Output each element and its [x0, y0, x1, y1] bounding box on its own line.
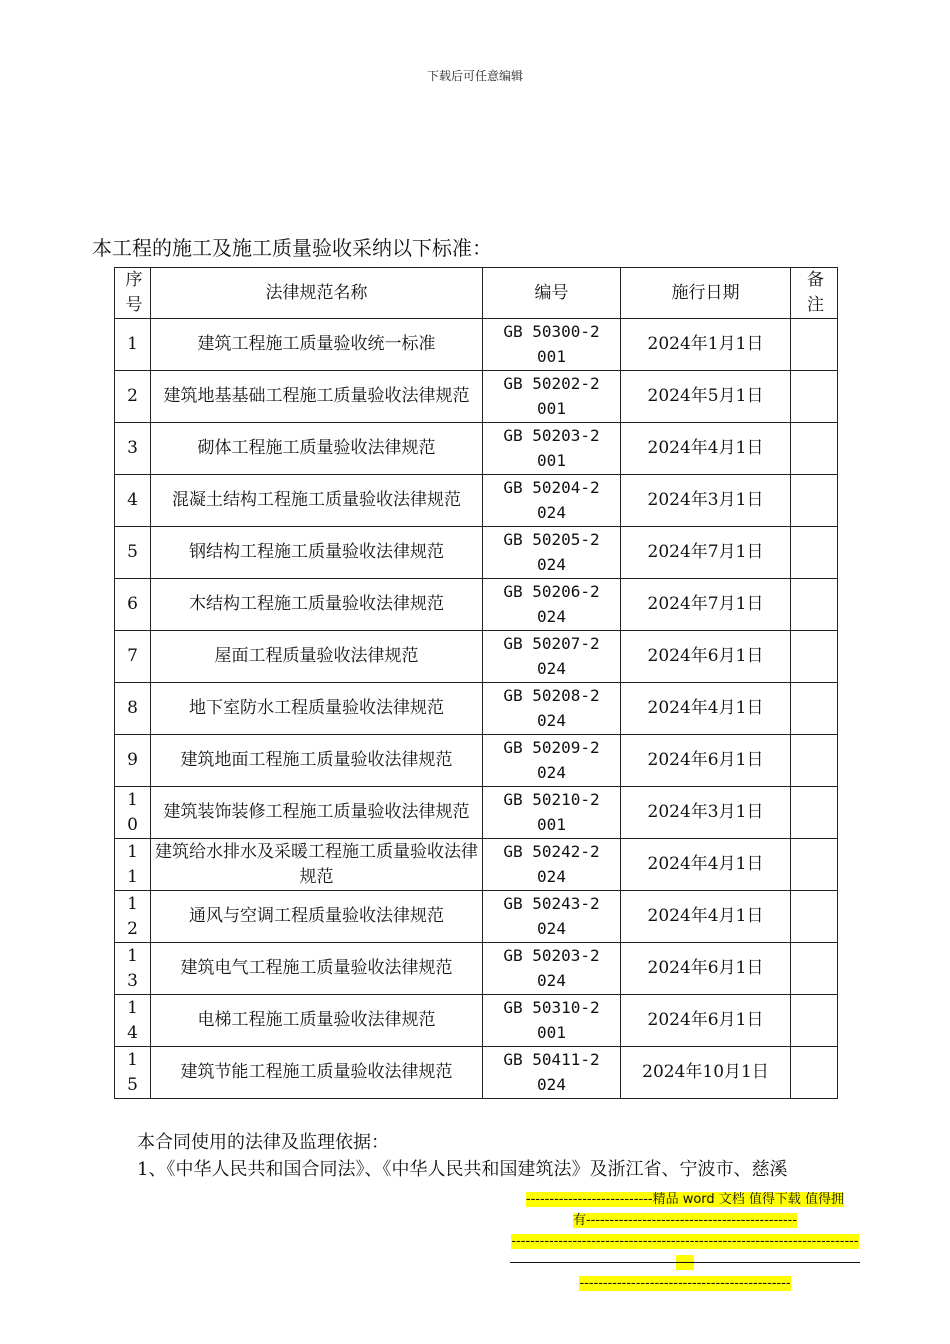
table-row — [115, 631, 838, 683]
cell-no: 14 — [115, 995, 151, 1047]
cell-remark — [791, 943, 838, 995]
cell-code: GB 50207-2024 — [483, 631, 621, 683]
cell-name: 砌体工程施工质量验收法律规范 — [151, 423, 483, 475]
standards-table — [114, 267, 838, 1099]
cell-remark — [791, 787, 838, 839]
footer-line-2: 有--------------------------------------------- — [572, 1213, 798, 1228]
cell-code: GB 50310-2001 — [483, 995, 621, 1047]
cell-remark — [791, 839, 838, 891]
table-row — [115, 579, 838, 631]
header-name: 法律规范名称 — [151, 268, 483, 319]
cell-no: 12 — [115, 891, 151, 943]
cell-code: GB 50206-2024 — [483, 579, 621, 631]
footer-line-3: ------------------------------------------------------------------------------ — [511, 1234, 859, 1270]
cell-remark — [791, 475, 838, 527]
cell-date: 2024年1月1日 — [621, 319, 791, 371]
cell-no: 10 — [115, 787, 151, 839]
basis-title: 本合同使用的法律及监理依据： — [137, 1132, 389, 1153]
cell-code: GB 50210-2001 — [483, 787, 621, 839]
table-row — [115, 683, 838, 735]
cell-remark — [791, 683, 838, 735]
cell-code: GB 50411-2024 — [483, 1047, 621, 1099]
cell-no: 7 — [115, 631, 151, 683]
cell-no: 11 — [115, 839, 151, 891]
cell-name: 建筑电气工程施工质量验收法律规范 — [151, 943, 483, 995]
cell-code: GB 50203-2001 — [483, 423, 621, 475]
table-row — [115, 995, 838, 1047]
cell-remark — [791, 371, 838, 423]
intro-heading: 本工程的施工及施工质量验收采纳以下标准： — [92, 236, 492, 260]
cell-name: 建筑装饰装修工程施工质量验收法律规范 — [151, 787, 483, 839]
table-row — [115, 527, 838, 579]
cell-name: 建筑地基基础工程施工质量验收法律规范 — [151, 371, 483, 423]
cell-date: 2024年10月1日 — [621, 1047, 791, 1099]
cell-date: 2024年6月1日 — [621, 735, 791, 787]
cell-no: 8 — [115, 683, 151, 735]
table-row — [115, 787, 838, 839]
footer-rule — [510, 1262, 860, 1263]
cell-remark — [791, 527, 838, 579]
cell-name: 电梯工程施工质量验收法律规范 — [151, 995, 483, 1047]
cell-code: GB 50203-2024 — [483, 943, 621, 995]
cell-code: GB 50209-2024 — [483, 735, 621, 787]
header-date: 施行日期 — [621, 268, 791, 319]
footer-line-4: --------------------------------------------- — [579, 1276, 791, 1291]
cell-date: 2024年6月1日 — [621, 943, 791, 995]
cell-name: 建筑工程施工质量验收统一标准 — [151, 319, 483, 371]
cell-no: 2 — [115, 371, 151, 423]
cell-date: 2024年7月1日 — [621, 527, 791, 579]
cell-name: 建筑地面工程施工质量验收法律规范 — [151, 735, 483, 787]
table-row — [115, 943, 838, 995]
cell-remark — [791, 735, 838, 787]
cell-name: 地下室防水工程质量验收法律规范 — [151, 683, 483, 735]
cell-name: 建筑给水排水及采暖工程施工质量验收法律规范 — [151, 839, 483, 891]
cell-remark — [791, 1047, 838, 1099]
cell-no: 5 — [115, 527, 151, 579]
footer-line-1: ---------------------------精品 word 文档 值得下载 值得拥 — [525, 1192, 845, 1207]
cell-code: GB 50243-2024 — [483, 891, 621, 943]
table-row — [115, 371, 838, 423]
table-row — [115, 1047, 838, 1099]
table-row — [115, 891, 838, 943]
cell-no: 9 — [115, 735, 151, 787]
cell-no: 6 — [115, 579, 151, 631]
cell-date: 2024年7月1日 — [621, 579, 791, 631]
cell-code: GB 50208-2024 — [483, 683, 621, 735]
table-row — [115, 319, 838, 371]
header-code: 编号 — [483, 268, 621, 319]
cell-remark — [791, 319, 838, 371]
header-no: 序号 — [115, 268, 151, 319]
cell-date: 2024年4月1日 — [621, 683, 791, 735]
cell-date: 2024年5月1日 — [621, 371, 791, 423]
cell-code: GB 50205-2024 — [483, 527, 621, 579]
cell-date: 2024年3月1日 — [621, 787, 791, 839]
cell-date: 2024年3月1日 — [621, 475, 791, 527]
cell-date: 2024年4月1日 — [621, 839, 791, 891]
cell-name: 通风与空调工程质量验收法律规范 — [151, 891, 483, 943]
cell-no: 4 — [115, 475, 151, 527]
table-row — [115, 475, 838, 527]
cell-remark — [791, 631, 838, 683]
cell-code: GB 50202-2001 — [483, 371, 621, 423]
cell-name: 混凝土结构工程施工质量验收法律规范 — [151, 475, 483, 527]
cell-date: 2024年4月1日 — [621, 891, 791, 943]
cell-name: 钢结构工程施工质量验收法律规范 — [151, 527, 483, 579]
cell-no: 3 — [115, 423, 151, 475]
cell-name: 木结构工程施工质量验收法律规范 — [151, 579, 483, 631]
cell-code: GB 50242-2024 — [483, 839, 621, 891]
table-header-row — [115, 268, 838, 319]
cell-remark — [791, 891, 838, 943]
cell-name: 屋面工程质量验收法律规范 — [151, 631, 483, 683]
cell-date: 2024年6月1日 — [621, 995, 791, 1047]
cell-code: GB 50300-2001 — [483, 319, 621, 371]
cell-date: 2024年6月1日 — [621, 631, 791, 683]
table-row — [115, 735, 838, 787]
cell-remark — [791, 579, 838, 631]
page-header-note: 下载后可任意编辑 — [426, 69, 523, 83]
table-row — [115, 423, 838, 475]
cell-no: 1 — [115, 319, 151, 371]
header-remark: 备注 — [791, 268, 838, 319]
cell-name: 建筑节能工程施工质量验收法律规范 — [151, 1047, 483, 1099]
cell-code: GB 50204-2024 — [483, 475, 621, 527]
basis-item-1: 1、《中华人民共和国合同法》、《中华人民共和国建筑法》及浙江省、宁波市、慈溪 — [137, 1159, 788, 1180]
cell-date: 2024年4月1日 — [621, 423, 791, 475]
footer-watermark — [510, 1189, 860, 1294]
cell-no: 15 — [115, 1047, 151, 1099]
cell-no: 13 — [115, 943, 151, 995]
table-row — [115, 839, 838, 891]
cell-remark — [791, 423, 838, 475]
cell-remark — [791, 995, 838, 1047]
